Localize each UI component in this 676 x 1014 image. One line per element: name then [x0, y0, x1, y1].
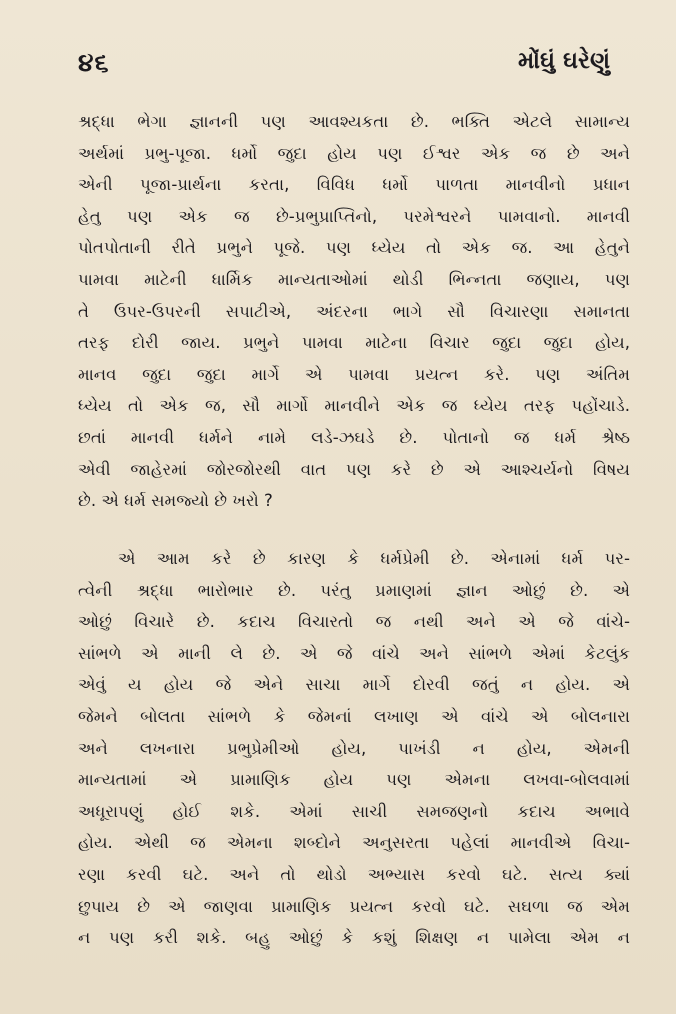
text-line: પામવા માટેની ધાર્મિક માન્યતાઓમાં થોડી ભિન્નતા જણાય, પણ	[78, 269, 630, 289]
text-line: ત્વેની શ્રદ્ધા ભારોભાર છે. પરંતુ પ્રમાણમાં જ્ઞાન ઓછું છે. એ	[78, 580, 630, 600]
text-line: સાંભળે એ માની લે છે. એ જે વાંચે અને સાંભળે એમાં કેટલુંક	[78, 643, 630, 663]
text-line: ન પણ કરી શકે. બહુ ઓછું કે કશું શિક્ષણ ન પામેલા એમ ન	[78, 928, 630, 948]
text-line: માનવ જુદા જુદા માર્ગે એ પામવા પ્રયત્ન કરે. પણ અંતિમ	[78, 364, 630, 384]
text-line: ધ્યેય તો એક જ, સૌ માર્ગો માનવીને એક જ ધ્યેય તરફ પહોંચાડે.	[78, 396, 630, 416]
text-line: શ્રદ્ધા ભેગા જ્ઞાનની પણ આવશ્યકતા છે. ભક્તિ એટલે સામાન્ય	[78, 112, 630, 131]
text-line: છુપાય છે એ જાણવા પ્રામાણિક પ્રયત્ન કરવો ઘટે. સઘળા જ એમ	[78, 896, 630, 916]
text-line: હેતુ પણ એક જ છે-પ્રભુપ્રાપ્તિનો, પરમેશ્વરને પામવાનો. માનવી	[78, 206, 630, 226]
text-line: એ આમ કરે છે કારણ કે ધર્મપ્રેમી છે. એનામાં ધર્મ પર-	[118, 549, 630, 568]
text-line: એવું ય હોય જે એને સાચા માર્ગે દોરવી જતું ન હોય. એ	[78, 675, 630, 695]
text-line: તે ઉપર-ઉપરની સપાટીએ, અંદરના ભાગે સૌ વિચારણા સમાનતા	[78, 301, 630, 321]
paragraph-2	[78, 543, 630, 954]
text-line: તરફ દોરી જાય. પ્રભુને પામવા માટેના વિચાર જુદા જુદા હોય,	[78, 333, 630, 353]
text-line: ઓછું વિચારે છે. કદાચ વિચારતો જ નથી અને એ જે વાંચે-	[78, 612, 630, 632]
text-line: અર્થમાં પ્રભુ-પૂજા. ધર્મો જુદા હોય પણ ઈશ્વર એક જ છે અને	[78, 143, 630, 163]
text-line: જેમને બોલતા સાંભળે કે જેમનાં લખાણ એ વાંચે એ બોલનારા	[78, 706, 630, 726]
paragraph-1	[78, 106, 630, 517]
text-line: અધૂરાપણું હોઈ શકે. એમાં સાચી સમજણનો કદાચ અભાવે	[78, 801, 630, 821]
text-line: છતાં માનવી ધર્મને નામે લડે-ઝઘડે છે. પોતાનો જ ધર્મ શ્રેષ્ઠ	[78, 427, 630, 447]
text-line: પોતપોતાની રીતે પ્રભુને પૂજે. પણ ધ્યેય તો એક જ. આ હેતુને	[78, 238, 630, 258]
text-line: રણા કરવી ઘટે. અને તો થોડો અભ્યાસ કરવો ઘટે. સત્ય ક્યાં	[78, 864, 630, 884]
text-line: અને લખનારા પ્રભુપ્રેમીઓ હોય, પાખંડી ન હોય, એમની	[78, 738, 630, 758]
text-line: માન્યતામાં એ પ્રામાણિક હોય પણ એમના લખવા-બોલવામાં	[78, 770, 630, 790]
text-line: એવી જાહેરમાં જોરજોરથી વાત પણ કરે છે એ આશ્ચર્યનો વિષય	[78, 459, 630, 479]
text-line: છે. એ ધર્મ સમજ્યો છે ખરો ?	[78, 491, 273, 511]
text-line: હોય. એથી જ એમના શબ્દોને અનુસરતા પહેલાં માનવીએ વિચા-	[78, 833, 630, 853]
page-number: ૪૬	[78, 48, 110, 77]
page-header	[78, 48, 610, 88]
running-title: મોંઘું ઘરેણું	[518, 48, 610, 74]
text-line: એની પૂજા-પ્રાર્થના કરતા, વિવિધ ધર્મો પાળતા માનવીનો પ્રધાન	[78, 175, 630, 195]
